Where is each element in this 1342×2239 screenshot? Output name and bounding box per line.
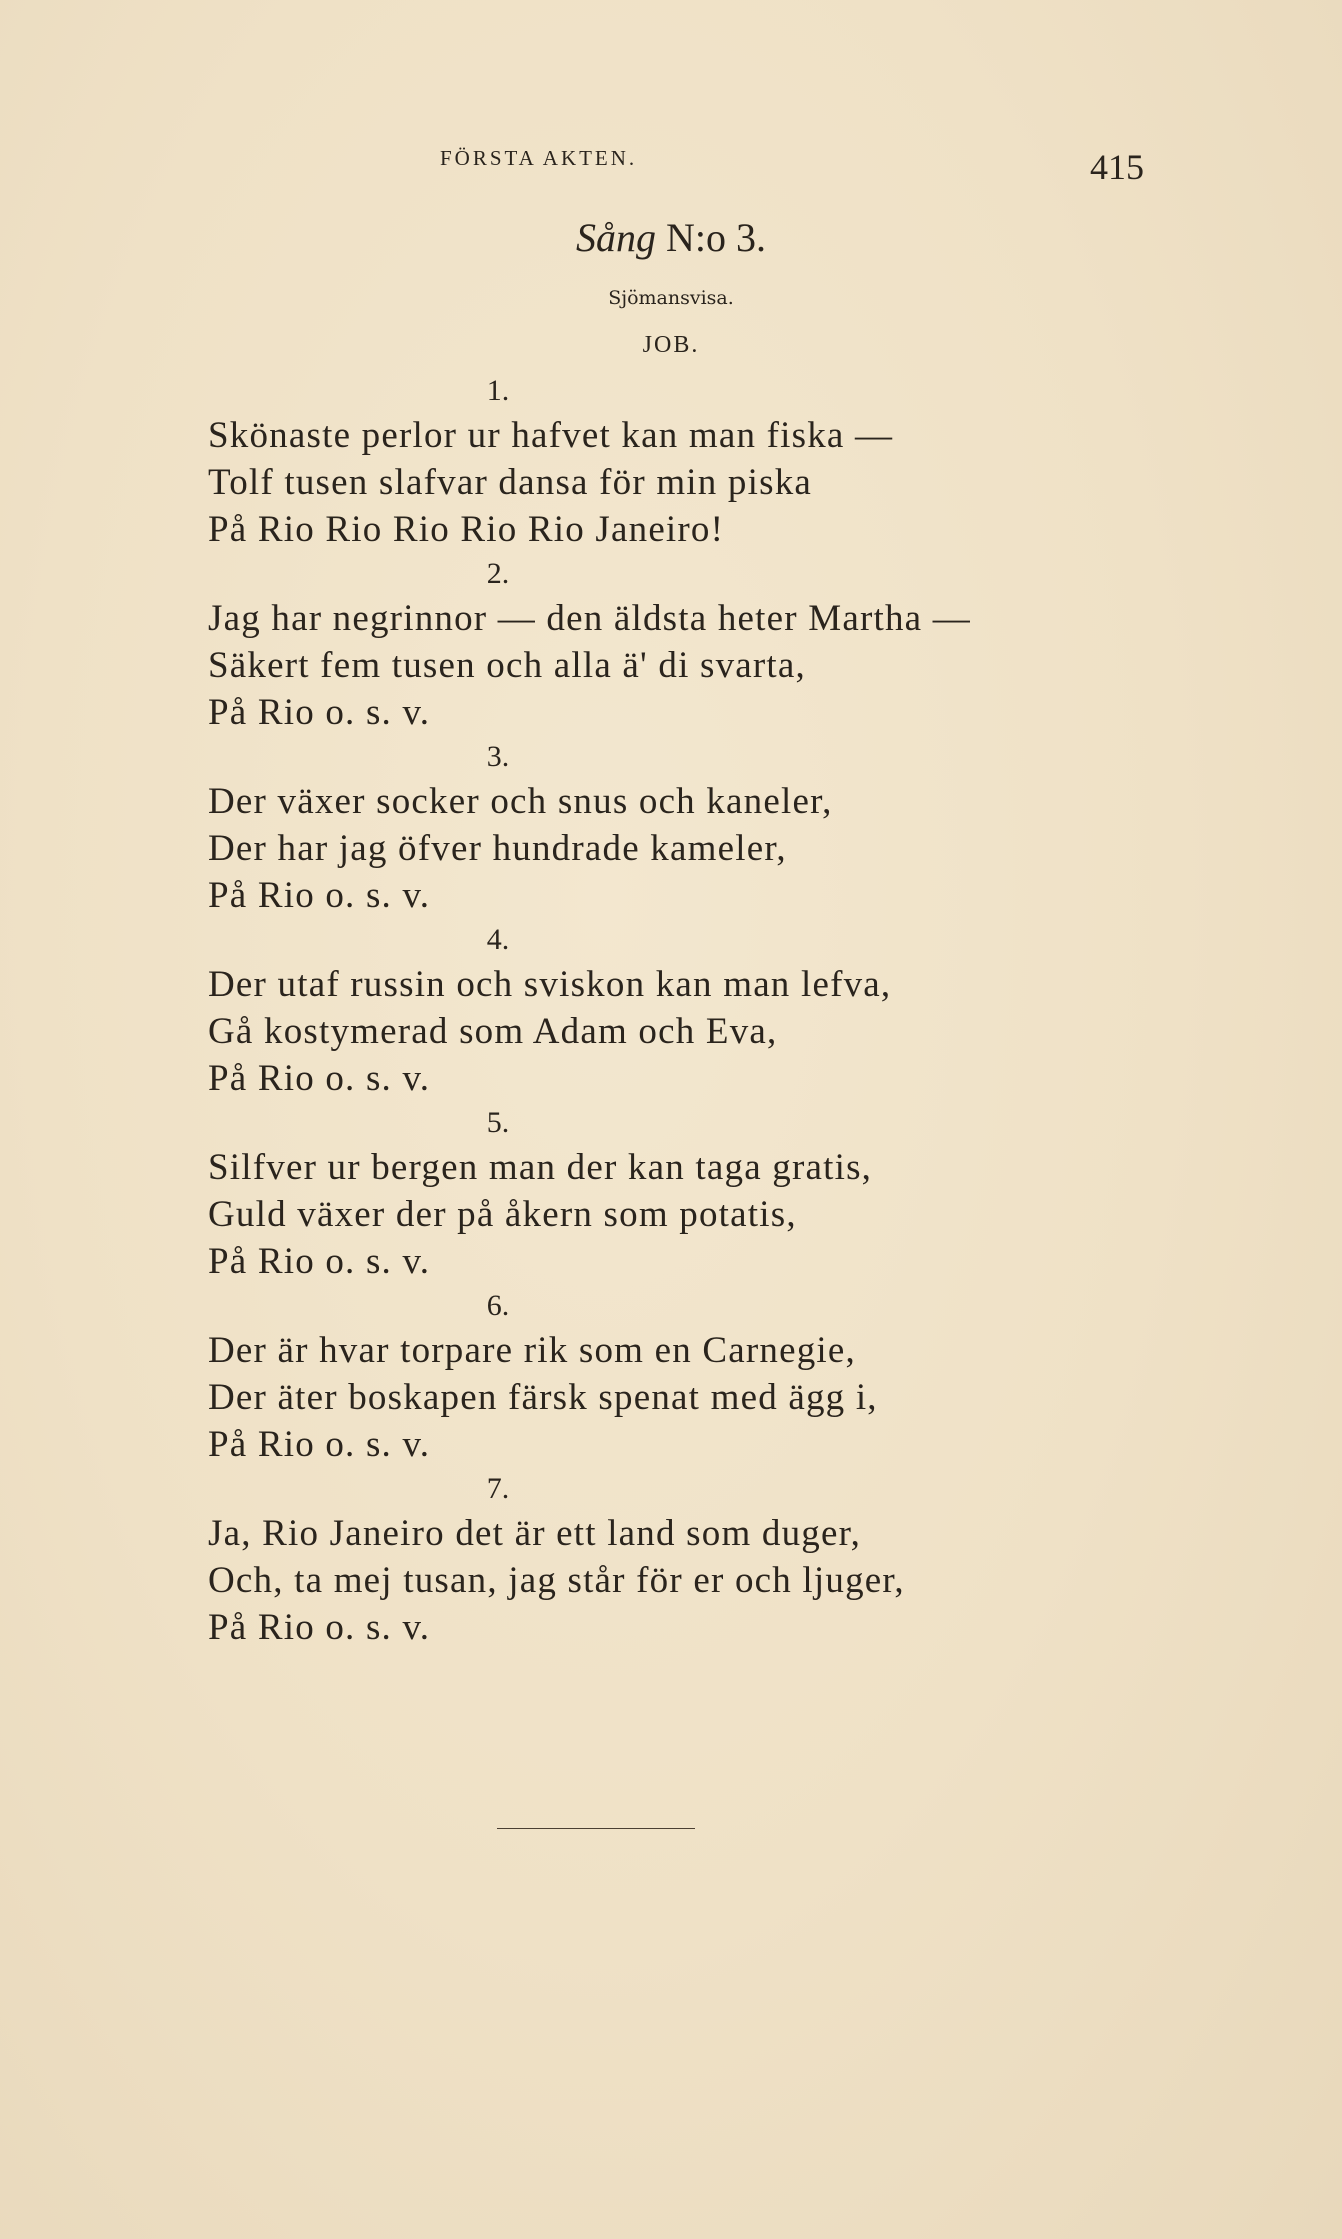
verse-number: 5. (486, 1106, 510, 1139)
verse-line: Guld växer der på åkern som potatis, (208, 1194, 797, 1235)
verse-line: På Rio o. s. v. (208, 1058, 431, 1099)
verse-line: Silfver ur bergen man der kan taga gratis, (208, 1147, 873, 1188)
verse-line: Gå kostymerad som Adam och Eva, (208, 1011, 778, 1052)
speaker-name: JOB. (642, 332, 700, 358)
verse-number: 2. (486, 557, 510, 590)
verses (208, 370, 1088, 1651)
verse-line: På Rio o. s. v. (208, 875, 431, 916)
verse-line: Der växer socker och snus och kaneler, (208, 781, 833, 822)
verse-line: På Rio o. s. v. (208, 1607, 431, 1648)
verse-line: Der är hvar torpare rik som en Carnegie, (208, 1330, 856, 1371)
verse-line: Och, ta mej tusan, jag står för er och ljuger, (208, 1560, 905, 1601)
verse-number: 7. (486, 1472, 510, 1505)
verse-line: Der har jag öfver hundrade kameler, (208, 828, 787, 869)
verse-line: På Rio o. s. v. (208, 1424, 431, 1465)
verse-line: Der äter boskapen färsk spenat med ägg i, (208, 1377, 878, 1418)
verse-number: 3. (486, 740, 510, 773)
verse (208, 736, 1088, 919)
verse (208, 919, 1088, 1102)
verse-line: Ja, Rio Janeiro det är ett land som duger, (208, 1513, 862, 1554)
song-subtitle: Sjömansvisa. (608, 287, 734, 309)
verse (208, 553, 1088, 736)
verse-number: 6. (486, 1289, 510, 1322)
running-head: FÖRSTA AKTEN. (440, 146, 638, 170)
verse-line: Jag har negrinnor — den äldsta heter Martha — (208, 598, 971, 639)
verse (208, 1285, 1088, 1468)
verse-line: Skönaste perlor ur hafvet kan man fiska — (208, 415, 894, 456)
song-title (0, 214, 1342, 261)
verse-line: Tolf tusen slafvar dansa för min piska (208, 462, 813, 503)
verse-line: På Rio Rio Rio Rio Rio Janeiro! (208, 509, 725, 550)
verse-number: 1. (486, 374, 510, 407)
verse-line: På Rio o. s. v. (208, 692, 431, 733)
page-number: 415 (1090, 147, 1144, 187)
verse-line: På Rio o. s. v. (208, 1241, 431, 1282)
verse (208, 370, 1088, 553)
song-title-word: Sång (576, 215, 656, 260)
verse-line: Säkert fem tusen och alla ä' di svarta, (208, 645, 806, 686)
verse (208, 1102, 1088, 1285)
song-title-number: N:o 3. (656, 215, 766, 260)
verse-number: 4. (486, 923, 510, 956)
verse-line: Der utaf russin och sviskon kan man lefva, (208, 964, 892, 1005)
verse (208, 1468, 1088, 1651)
end-rule-divider (497, 1828, 695, 1829)
